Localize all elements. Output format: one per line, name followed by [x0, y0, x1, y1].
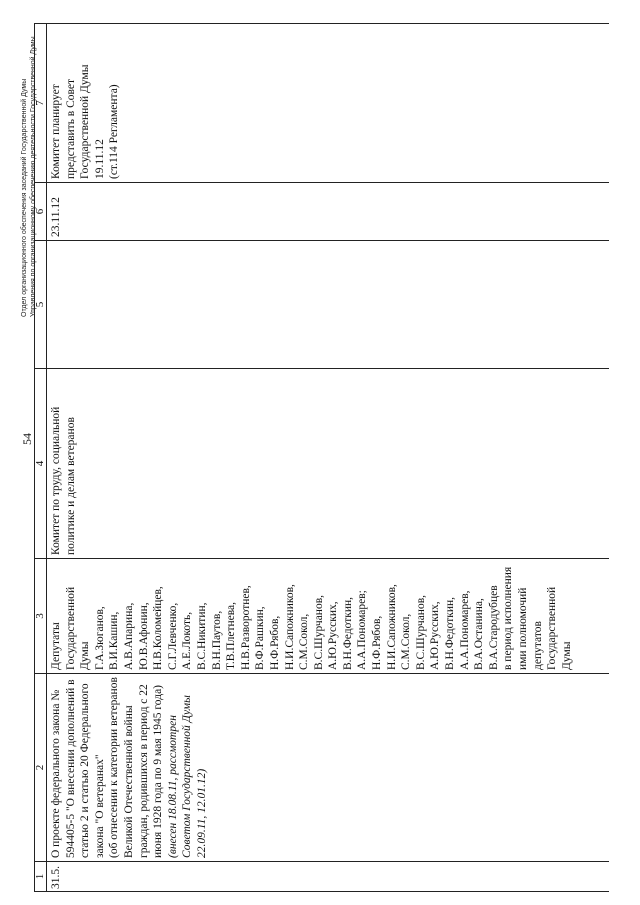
date-cell: 23.11.12	[47, 183, 610, 241]
col-header-5: 5	[35, 241, 47, 369]
col-header-2: 2	[35, 674, 47, 862]
committee-cell: Комитет по труду, социальной политике и делам ветеранов	[47, 369, 610, 559]
page-number: 54	[20, 433, 34, 445]
bill-text: О проекте федерального закона № 594405-5 "О внесении дополнений в статью 2 и статью 20 Федерального закона "О ветеранах" (об отнесении к категории ветеранов Великой Отечественной войны граждан, родившихся в период с 22 июня 1928 года по 9 мая 1945 года)	[50, 677, 165, 858]
footer-note	[20, 17, 38, 317]
bill-cell	[47, 674, 610, 862]
col-header-4: 4	[35, 369, 47, 559]
footer-line-2: Управления по организационному обеспечению деятельности Государственной Думы	[30, 36, 37, 317]
bill-note: (внесен 18.08.11, рассмотрен Советом Государственной Думы 22.09.11, 12.01.12)	[166, 695, 208, 858]
bills-table	[34, 23, 609, 892]
col-header-1: 1	[35, 862, 47, 892]
plan-cell: Комитет планирует представить в Совет Государственной Думы 19.11.12 (ст.114 Регламента)	[47, 24, 610, 183]
col5-cell	[47, 241, 610, 369]
authors-cell: Депутаты Государственной Думы Г.А.Зюганов, В.И.Кашин, А.В.Апарина, Ю.В.Афонин, Н.В.Коломейцев, С.Г.Левченко, А.Е.Локоть, В.С.Никитин, В.Н.Паутов, Т.В.Плетнева, Н.В.Разворотнев, В.Ф.Рашкин, Н.Ф.Рябов, Н.И.Сапожников, С.М.Сокол, В.С.Шурчанов, А.Ю.Русских, В.Н.Федоткин, А.А.Пономарев; Н.Ф.Рябов, Н.И.Сапожников, С.М.Сокол, В.С.Шурчанов, А.Ю.Русских, В.Н.Федоткин, А.А.Пономарев, В.А.Останина, В.А.Стародубцев в период исполнения ими полномочий депутатов Государственной Думы	[47, 559, 610, 674]
col-header-6: 6	[35, 183, 47, 241]
landscape-sheet	[20, 12, 620, 892]
table-row	[47, 24, 610, 892]
footer-line-1: Отдел организационного обеспечения заседаний Государственной Думы	[21, 78, 28, 317]
col-header-3: 3	[35, 559, 47, 674]
row-number: 31.5.	[47, 862, 610, 892]
col-header-7: 7	[35, 24, 47, 183]
